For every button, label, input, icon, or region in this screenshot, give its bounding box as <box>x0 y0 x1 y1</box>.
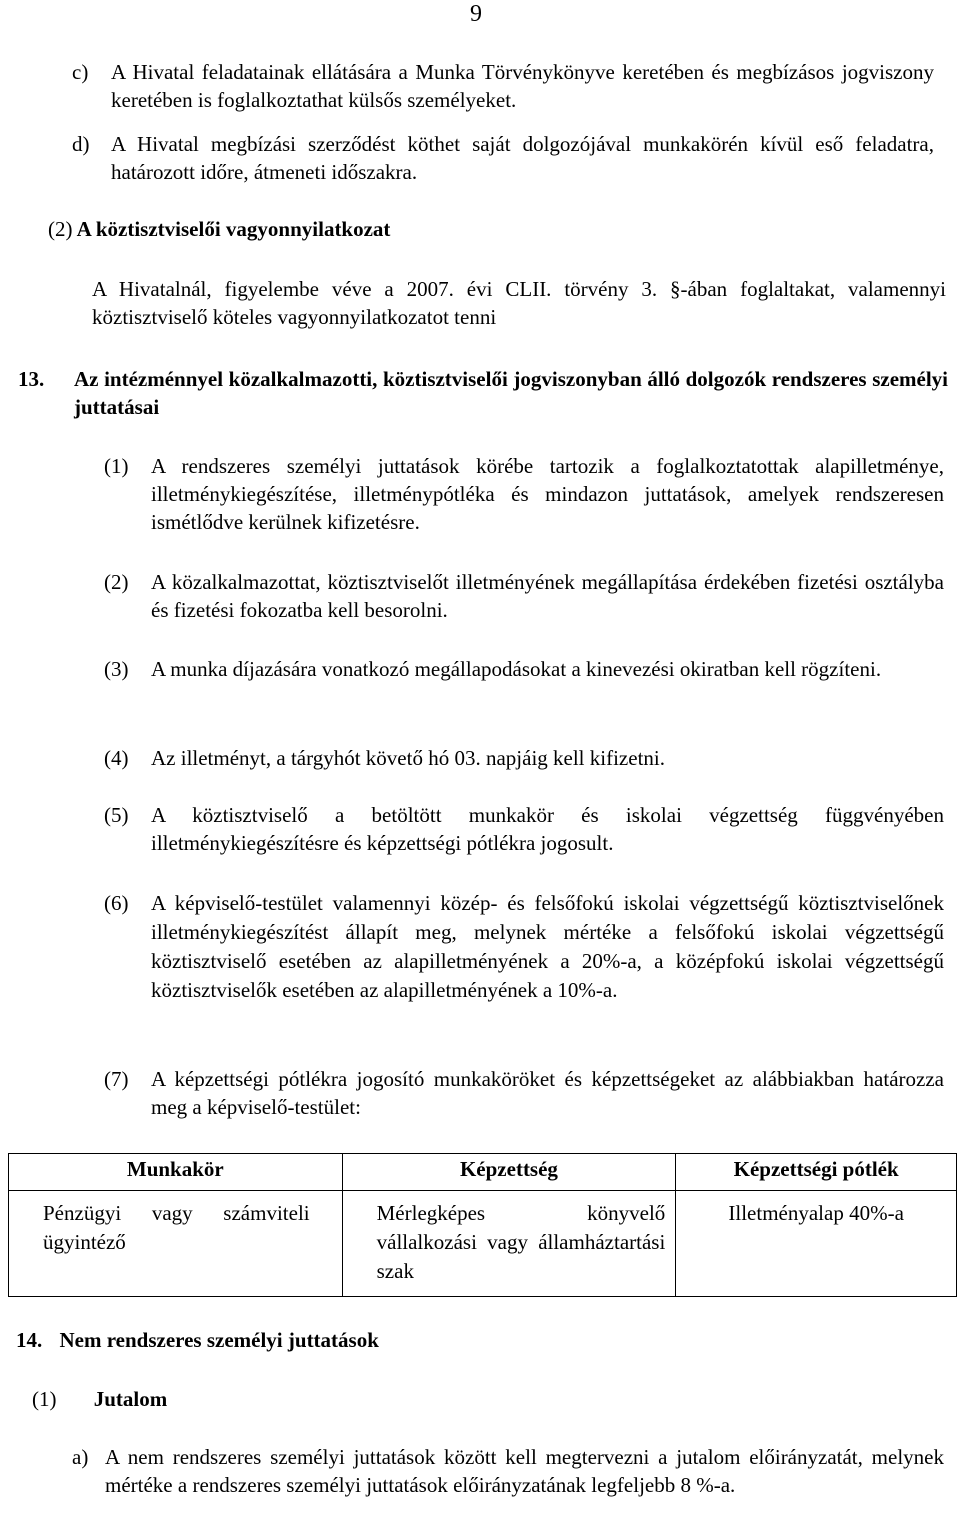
list-item-a <box>72 1443 944 1499</box>
paragraph <box>104 452 944 536</box>
section-title: Nem rendszeres személyi juttatások <box>59 1328 379 1352</box>
item-text: A nem rendszeres személyi juttatások között kell megtervezni a jutalom előirányzatát, melynek mértéke a rendszeres személyi juttatások előirányzatának legfeljebb 8 %-a. <box>105 1445 944 1497</box>
item-marker: a) <box>72 1445 89 1469</box>
subsection-title: Jutalom <box>93 1387 168 1411</box>
paragraph <box>104 889 944 1005</box>
page-number: 9 <box>470 1 482 27</box>
paragraph <box>104 655 944 683</box>
list-item-c <box>72 58 934 114</box>
table-row <box>9 1191 957 1297</box>
item-marker: d) <box>72 132 90 156</box>
section-14-heading <box>16 1326 379 1354</box>
item-marker: c) <box>72 60 89 84</box>
paragraph <box>104 801 944 857</box>
subsection-title: A köztisztviselői vagyonnyilatkozat <box>76 217 391 241</box>
paragraph-text: Az illetményt, a tárgyhót követő hó 03. napjáig kell kifizetni. <box>151 746 665 770</box>
column-header: Képzettség <box>342 1154 676 1191</box>
subsection-text: A Hivatalnál, figyelembe véve a 2007. évi CLII. törvény 3. §-ában foglaltakat, valamennyi köztisztviselő köteles vagyonnyilatkozatot tenni <box>92 277 946 329</box>
section-title: Az intézménnyel közalkalmazotti, köztisztviselői jogviszonyban álló dolgozók rendszeres személyi juttatásai <box>74 367 948 419</box>
paragraph-text: A munka díjazására vonatkozó megállapodásokat a kinevezési okiratban kell rögzíteni. <box>151 657 882 681</box>
section-number: 13. <box>18 367 45 391</box>
paragraph-marker: (2) <box>104 570 129 594</box>
table-cell: Mérlegképes könyvelő vállalkozási vagy államháztartási szak <box>342 1191 676 1297</box>
paragraph-marker: (1) <box>104 454 129 478</box>
item-text: A Hivatal feladatainak ellátására a Munka Törvénykönyve keretében és megbízásos jogviszony keretében is foglalkoztathat külsős személyeket. <box>111 60 934 112</box>
paragraph <box>104 744 944 772</box>
subsection-marker: (2) <box>48 217 73 241</box>
table-cell: Pénzügyi vagy számviteli ügyintéző <box>9 1191 343 1297</box>
table-cell: Illetményalap 40%-a <box>676 1191 957 1297</box>
paragraph-text: A képzettségi pótlékra jogosító munkaköröket és képzettségeket az alábbiakban határozza meg a képviselő-testület: <box>151 1067 944 1119</box>
qualification-table <box>8 1153 957 1297</box>
subsection-heading <box>48 215 390 243</box>
paragraph <box>104 1065 944 1121</box>
section-number: 14. <box>16 1328 43 1352</box>
paragraph-marker: (5) <box>104 803 129 827</box>
paragraph <box>104 568 944 624</box>
paragraph-text: A rendszeres személyi juttatások körébe tartozik a foglalkoztatottak alapilletménye, illetménykiegészítése, illetménypótléka és mindazon juttatások, amelyek rendszeresen ismétlődve kerülnek kifizetésre. <box>151 454 944 534</box>
column-header: Képzettségi pótlék <box>676 1154 957 1191</box>
paragraph-marker: (4) <box>104 746 129 770</box>
list-item-d <box>72 130 934 186</box>
paragraph-text: A köztisztviselő a betöltött munkakör és iskolai végzettség függvényében illetménykiegészítésre és képzettségi pótlékra jogosult. <box>151 803 944 855</box>
subsection-marker: (1) <box>32 1387 57 1411</box>
paragraph-marker: (7) <box>104 1067 129 1091</box>
paragraph-marker: (3) <box>104 657 129 681</box>
paragraph-text: A képviselő-testület valamennyi közép- és felsőfokú iskolai végzettségű köztisztviselőnek illetménykiegészítést állapít meg, melynek mértéke a felsőfokú iskolai végzettségű köztisztviselő esetében az alapilletményének a 20%-a, a középfokú iskolai végzettségű köztisztviselők esetében az alapilletményének a 10%-a. <box>151 891 944 1002</box>
section-13-heading <box>18 365 948 421</box>
table-header-row <box>9 1154 957 1191</box>
column-header: Munkakör <box>9 1154 343 1191</box>
item-text: A Hivatal megbízási szerződést köthet saját dolgozójával munkakörén kívül eső feladatra, határozott időre, átmeneti időszakra. <box>111 132 934 184</box>
paragraph-marker: (6) <box>104 891 129 915</box>
paragraph-text: A közalkalmazottat, köztisztviselőt illetményének megállapítása érdekében fizetési osztályba és fizetési fokozatba kell besorolni. <box>151 570 944 622</box>
subsection-heading <box>32 1385 167 1413</box>
